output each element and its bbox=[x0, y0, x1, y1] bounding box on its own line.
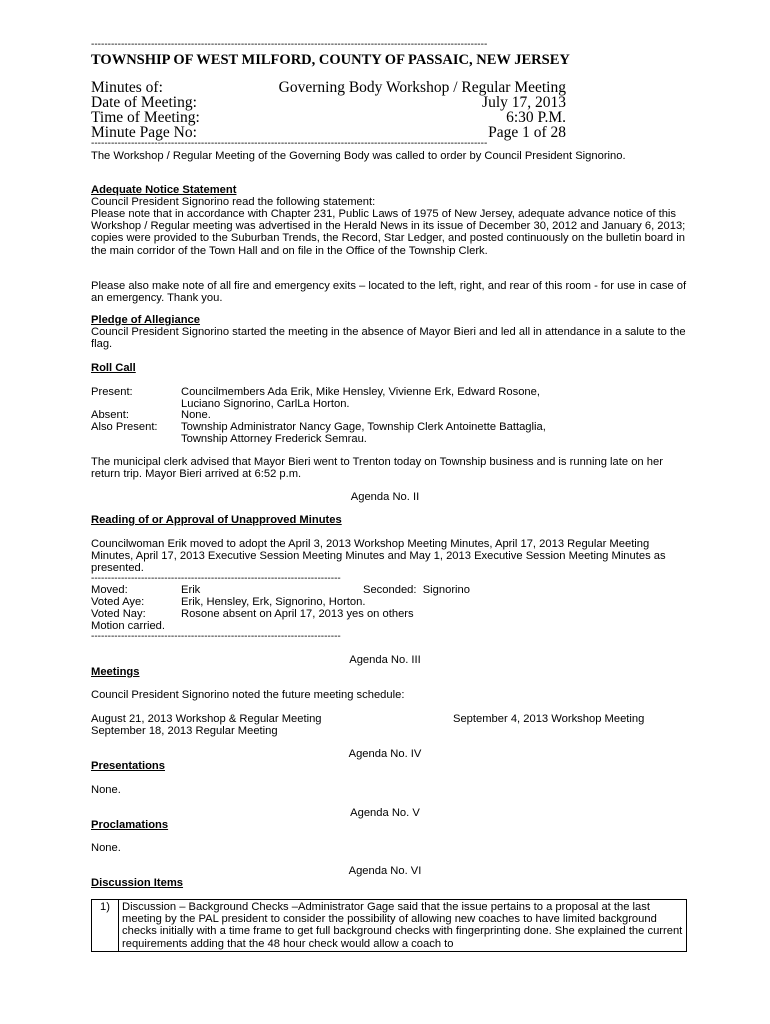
item-number: 1) bbox=[92, 900, 119, 952]
moved-row bbox=[91, 584, 687, 596]
roll-also-present-row bbox=[91, 421, 687, 445]
pledge-body: Council President Signorino started the meeting in the absence of Mayor Bieri and led all in attendance in a salute to the flag. bbox=[91, 326, 686, 351]
page-label: Minute Page No: bbox=[91, 124, 197, 141]
exits-paragraph: Please also make note of all fire and emergency exits – located to the left, right, and rear of this room - for use in case of an emergency. Thank you. bbox=[91, 280, 687, 305]
motion-separator-top: --------------------------------------------------------------------------- bbox=[91, 574, 341, 584]
voted-aye-row bbox=[91, 596, 687, 608]
also-present-line2: Township Attorney Frederick Semrau. bbox=[181, 433, 367, 445]
table-row bbox=[92, 900, 687, 952]
also-present-line1: Township Administrator Nancy Gage, Township Clerk Antoinette Battaglia, bbox=[181, 421, 546, 433]
motion-carried: Motion carried. bbox=[91, 620, 165, 632]
agenda-2-body: Councilwoman Erik moved to adopt the April 3, 2013 Workshop Meeting Minutes, April 17, 2013 Regular Meeting Minutes, April 17, 2013 Executive Session Meeting Minutes and May 1, 2013 Executive Session Meeting Minutes as presented. bbox=[91, 538, 666, 575]
minutes-value: Governing Body Workshop / Regular Meeting bbox=[278, 79, 566, 96]
roll-call-heading: Roll Call bbox=[91, 362, 136, 374]
time-value: 6:30 P.M. bbox=[506, 109, 566, 126]
moved-value: Erik bbox=[181, 584, 201, 596]
roll-absent-row bbox=[91, 409, 687, 421]
notice-heading: Adequate Notice Statement bbox=[91, 184, 237, 196]
discussion-items-table bbox=[91, 899, 687, 952]
agenda-3-label: Agenda No. III bbox=[349, 654, 421, 666]
present-line1: Councilmembers Ada Erik, Mike Hensley, Vivienne Erk, Edward Rosone, bbox=[181, 386, 540, 398]
seconded-value: Seconded: Signorino bbox=[363, 584, 470, 596]
date-label: Date of Meeting: bbox=[91, 94, 197, 111]
meeting-item: September 4, 2013 Workshop Meeting bbox=[453, 713, 645, 725]
voted-nay-label: Voted Nay: bbox=[91, 608, 146, 620]
voted-aye-value: Erik, Hensley, Erk, Signorino, Horton. bbox=[181, 596, 366, 608]
voted-aye-label: Voted Aye: bbox=[91, 596, 145, 608]
agenda-6-label: Agenda No. VI bbox=[348, 865, 422, 877]
absent-label: Absent: bbox=[91, 409, 129, 421]
meeting-item: September 18, 2013 Regular Meeting bbox=[91, 725, 278, 737]
top-separator: ----------------------------------------------------------------------------------------------------------------------- bbox=[91, 40, 488, 50]
meeting-item: August 21, 2013 Workshop & Regular Meeting bbox=[91, 713, 322, 725]
agenda-3-body: Council President Signorino noted the future meeting schedule: bbox=[91, 689, 405, 701]
agenda-4-label: Agenda No. IV bbox=[348, 748, 422, 760]
header-separator: ----------------------------------------------------------------------------------------------------------------------- bbox=[91, 139, 488, 149]
roll-present-row bbox=[91, 386, 687, 410]
notice-body: Please note that in accordance with Chapter 231, Public Laws of 1975 of New Jersey, adequate advance notice of this Workshop / Regular meeting was advertised in the Herald News in its issue of December 30, 2012 and January 6, 2013; copies were provided to the Suburban Trends, the Record, Star Ledger, and posted continuously on the bulletin board in the main corridor of the Town Hall and on file in the Office of the Township Clerk. bbox=[91, 208, 686, 257]
agenda-4-heading: Presentations bbox=[91, 760, 165, 772]
motion-separator-bottom: --------------------------------------------------------------------------- bbox=[91, 632, 341, 642]
agenda-3-heading: Meetings bbox=[91, 666, 140, 678]
also-present-label: Also Present: bbox=[91, 421, 158, 433]
agenda-5-body: None. bbox=[91, 842, 121, 854]
present-label: Present: bbox=[91, 386, 133, 398]
voted-nay-value: Rosone absent on April 17, 2013 yes on others bbox=[181, 608, 414, 620]
clerk-note: The municipal clerk advised that Mayor Bieri went to Trenton today on Township business and is running late on her return trip. Mayor Bieri arrived at 6:52 p.m. bbox=[91, 456, 663, 481]
agenda-4-body: None. bbox=[91, 784, 121, 796]
item-text: Discussion – Background Checks –Administrator Gage said that the issue pertains to a proposal at the last meeting by the PAL president to consider the possibility of allowing new coaches to have limited background checks initially with a time frame to get full background checks with fingerprinting done. She explained the current requirements adding that the 48 hour check would allow a coach to bbox=[119, 900, 687, 952]
absent-value: None. bbox=[181, 409, 211, 421]
page-number: Page 1 of 28 bbox=[488, 124, 566, 141]
agenda-5-label: Agenda No. V bbox=[350, 807, 420, 819]
notice-intro: Council President Signorino read the following statement: bbox=[91, 196, 376, 208]
agenda-2-heading: Reading of or Approval of Unapproved Minutes bbox=[91, 514, 342, 526]
date-value: July 17, 2013 bbox=[482, 94, 566, 111]
agenda-6-heading: Discussion Items bbox=[91, 877, 184, 889]
moved-label: Moved: bbox=[91, 584, 128, 596]
agenda-5-heading: Proclamations bbox=[91, 819, 169, 831]
time-label: Time of Meeting: bbox=[91, 109, 200, 126]
document-title: TOWNSHIP OF WEST MILFORD, COUNTY OF PASSAIC, NEW JERSEY bbox=[91, 52, 570, 68]
agenda-2-label: Agenda No. II bbox=[350, 491, 420, 503]
minutes-label: Minutes of: bbox=[91, 79, 163, 96]
pledge-heading: Pledge of Allegiance bbox=[91, 314, 201, 326]
present-line2: Luciano Signorino, CarlLa Horton. bbox=[181, 398, 350, 410]
voted-nay-row bbox=[91, 608, 687, 620]
intro-paragraph: The Workshop / Regular Meeting of the Governing Body was called to order by Council President Signorino. bbox=[91, 150, 626, 162]
